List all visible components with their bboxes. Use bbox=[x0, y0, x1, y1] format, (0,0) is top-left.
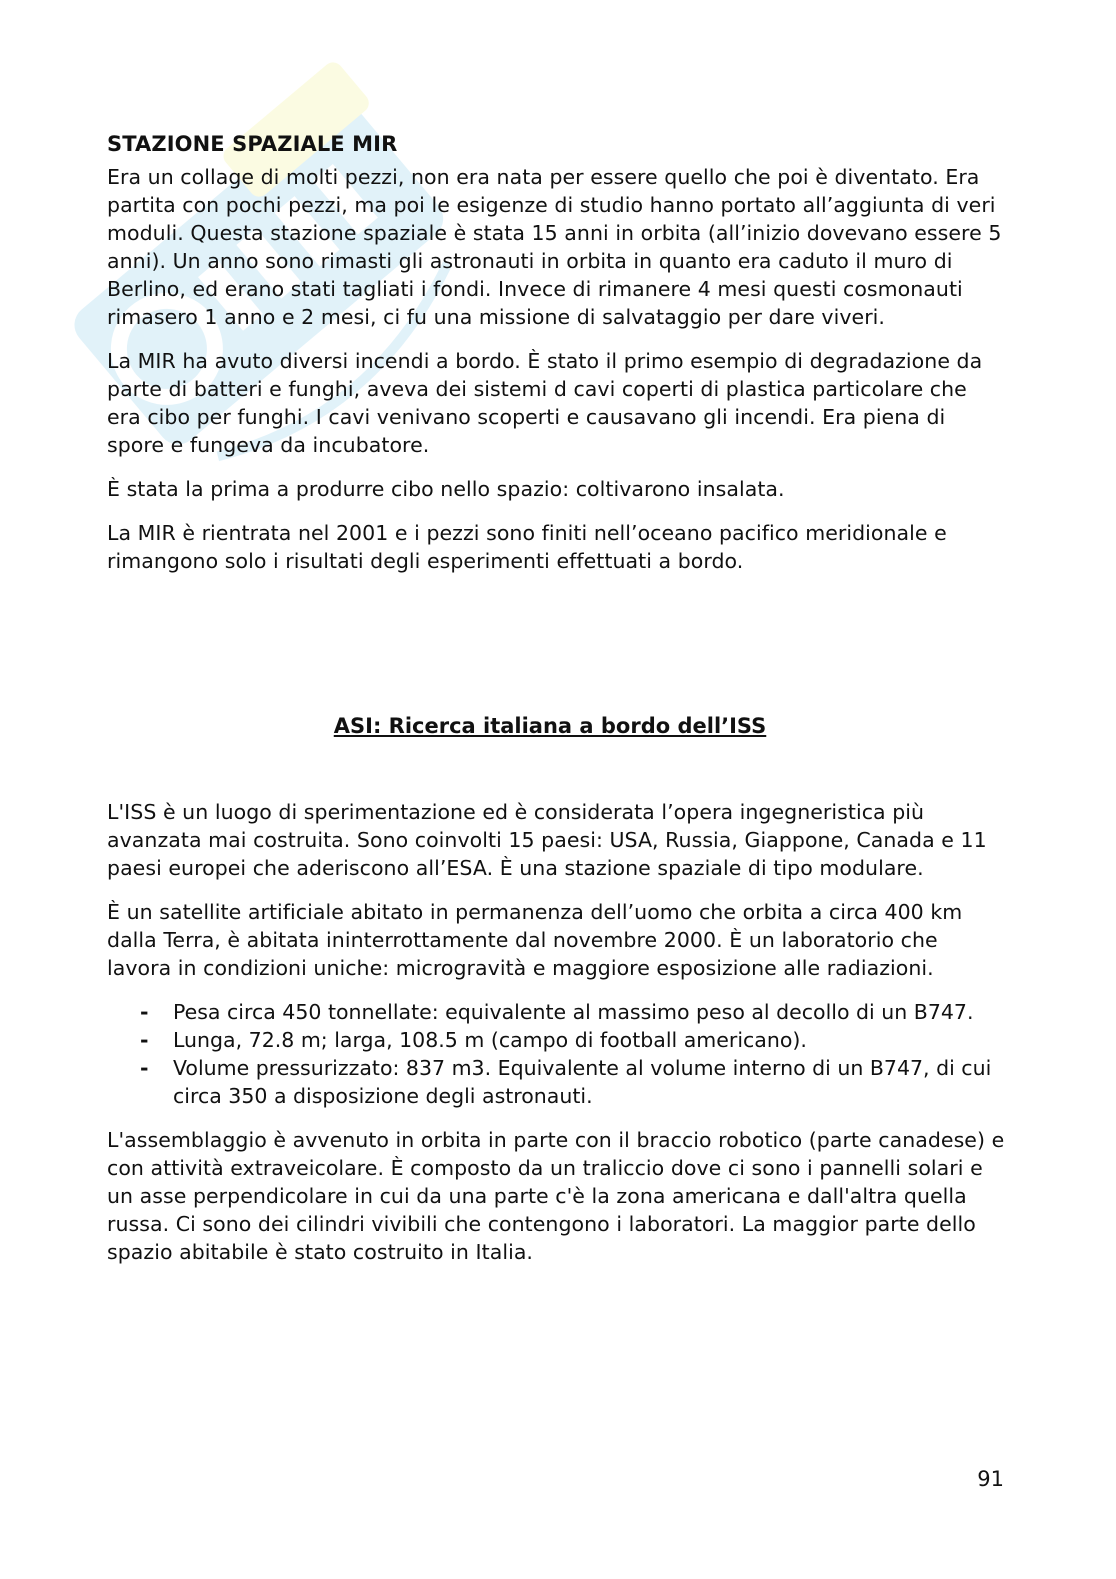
paragraph: È stata la prima a produrre cibo nello spazio: coltivarono insalata. bbox=[107, 477, 785, 501]
paragraph: L'assemblaggio è avvenuto in orbita in parte con il braccio robotico (parte canadese) e con attività extraveicolare. È composto da un traliccio dove ci sono i pannelli solari e un asse perpendicolare in cui da una parte c'è la zona americana e dall'altra quella russa. Ci sono dei cilindri vivibili che contengono i laboratori. La maggior parte dello spazio abitabile è stato costruito in Italia. bbox=[107, 1128, 1005, 1264]
list-item bbox=[107, 1054, 1007, 1110]
paragraph: L'ISS è un luogo di sperimentazione ed è considerata l’opera ingegneristica più avanzata mai costruita. Sono coinvolti 15 paesi: USA, Russia, Giappone, Canada e 11 paesi europei che aderiscono all’ESA. È una stazione spaziale di tipo modulare. bbox=[107, 800, 987, 880]
list-item bbox=[107, 998, 1007, 1026]
list-bullet: - bbox=[140, 1028, 149, 1052]
list-item-text: Volume pressurizzato: 837 m3. Equivalente al volume interno di un B747, di cui circa 350 a disposizione degli astronauti. bbox=[173, 1056, 992, 1108]
page-number: 91 bbox=[977, 1467, 1004, 1491]
list-item-text: Pesa circa 450 tonnellate: equivalente al massimo peso al decollo di un B747. bbox=[173, 1000, 974, 1024]
list-item bbox=[107, 1026, 1007, 1054]
list-bullet: - bbox=[140, 1000, 149, 1024]
paragraph: Era un collage di molti pezzi, non era nata per essere quello che poi è diventato. Era partita con pochi pezzi, ma poi le esigenze di studio hanno portato all’aggiunta di veri moduli. Questa stazione spaziale è stata 15 anni in orbita (all’inizio dovevano essere 5 anni). Un anno sono rimasti gli astronauti in orbita in quanto era caduto il muro di Berlino, ed erano stati tagliati i fondi. Invece di rimanere 4 mesi questi cosmonauti rimasero 1 anno e 2 mesi, ci fu una missione di salvataggio per dare viveri. bbox=[107, 165, 1002, 329]
section-title-asi: ASI: Ricerca italiana a bordo dell’ISS bbox=[333, 714, 767, 738]
list-item-text: Lunga, 72.8 m; larga, 108.5 m (campo di football americano). bbox=[173, 1028, 807, 1052]
iss-facts-list bbox=[107, 998, 1007, 1110]
paragraph: È un satellite artificiale abitato in permanenza dell’uomo che orbita a circa 400 km dalla Terra, è abitata ininterrottamente dal novembre 2000. È un laboratorio che lavora in condizioni uniche: microgravità e maggiore esposizione alle radiazioni. bbox=[107, 900, 963, 980]
document-page bbox=[107, 128, 1007, 1282]
section-heading-mir: STAZIONE SPAZIALE MIR bbox=[107, 132, 398, 156]
paragraph: La MIR ha avuto diversi incendi a bordo. È stato il primo esempio di degradazione da parte di batteri e funghi, aveva dei sistemi d cavi coperti di plastica particolare che era cibo per funghi. I cavi venivano scoperti e causavano gli incendi. Era piena di spore e fungeva da incubatore. bbox=[107, 349, 983, 457]
paragraph: La MIR è rientrata nel 2001 e i pezzi sono finiti nell’oceano pacifico meridionale e rimangono solo i risultati degli esperimenti effettuati a bordo. bbox=[107, 521, 947, 573]
list-bullet: - bbox=[140, 1056, 149, 1080]
